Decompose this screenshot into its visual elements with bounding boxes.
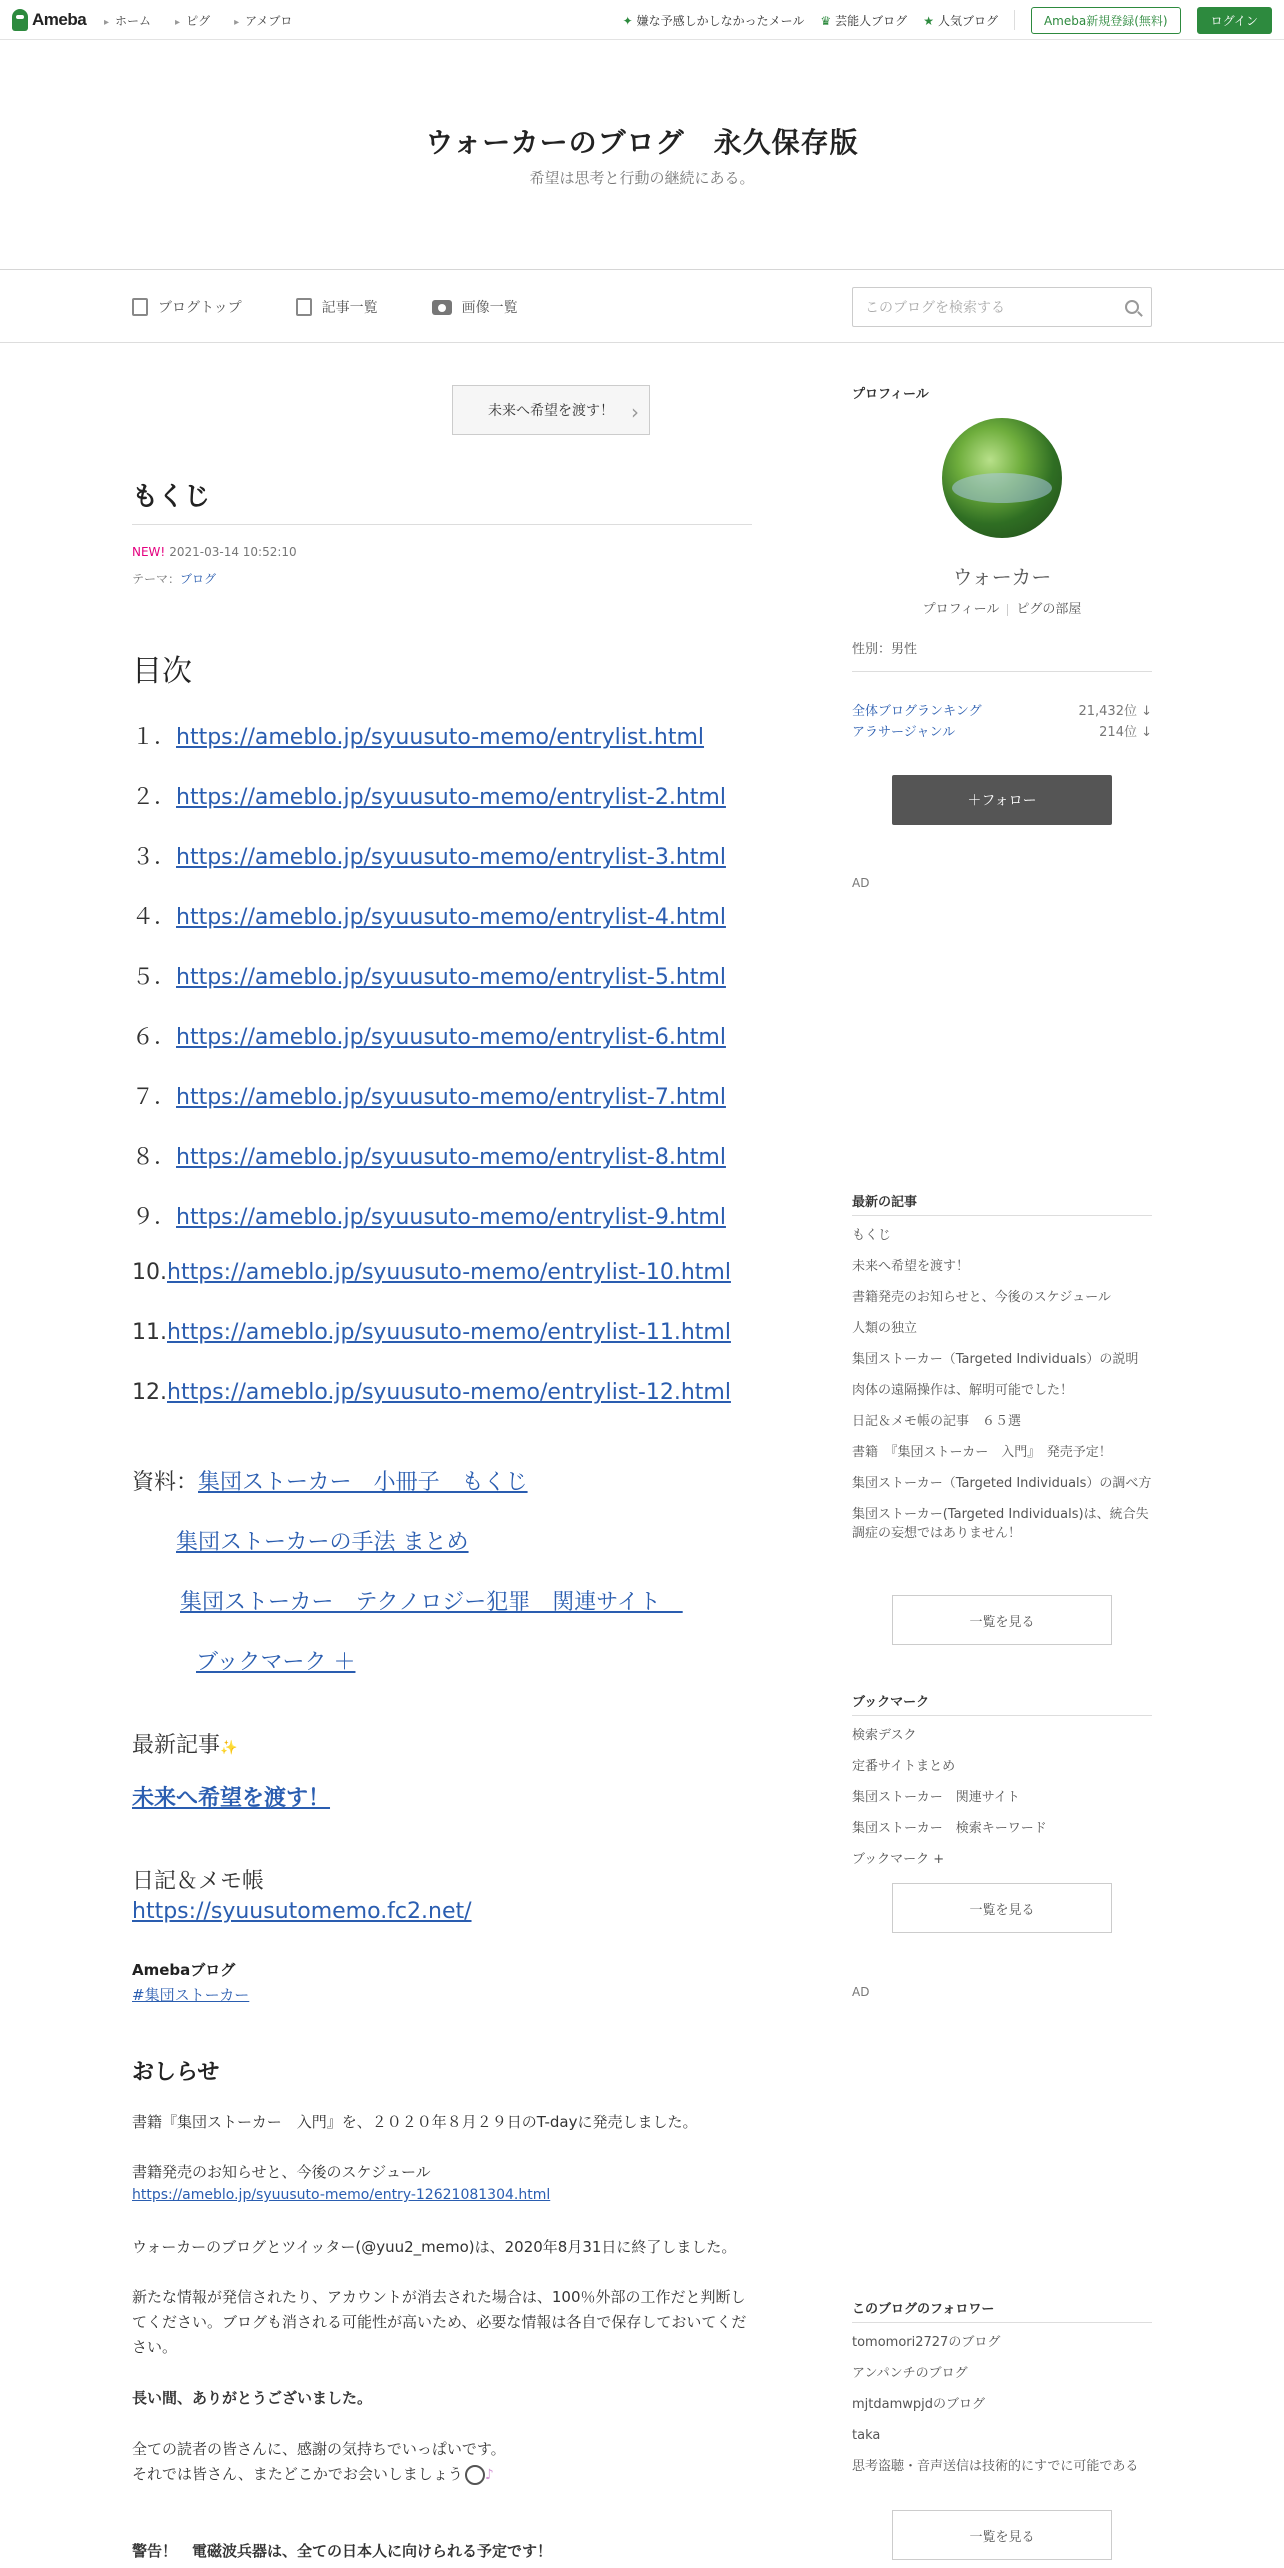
latest-entry-item[interactable]: 未来へ希望を渡す！ — [852, 1259, 970, 1274]
header-right — [623, 0, 1272, 40]
followers-list — [852, 2327, 1152, 2482]
follower-item[interactable]: tomomori2727のブログ — [852, 2335, 1001, 2350]
latest-entries-heading: 最新の記事 — [852, 1195, 918, 1210]
resource-link-booklet[interactable]: 集団ストーカー 小冊子 もくじ — [198, 1470, 528, 1495]
sparkle-icon: ♪ — [484, 2467, 494, 2483]
resource-line — [176, 1525, 469, 1556]
toc-item — [132, 1200, 726, 1231]
nav-ameblo[interactable]: ▸ アメブロ — [234, 12, 292, 29]
toc-item — [132, 840, 726, 871]
toc-number: ８． — [132, 1145, 177, 1170]
diary-link[interactable]: https://syuusutomemo.fc2.net/ — [132, 1899, 472, 1924]
follower-item[interactable]: taka — [852, 2428, 881, 2443]
ad-label: AD — [852, 876, 870, 890]
toc-link[interactable]: https://ameblo.jp/syuusuto-memo/entrylist-12.html — [167, 1380, 731, 1405]
toc-number: 11. — [132, 1320, 167, 1345]
toc-item — [132, 1320, 731, 1345]
entry-theme — [132, 570, 216, 587]
blog-subtitle: 希望は思考と行動の継続にある。 — [529, 169, 755, 187]
bookmark-heading: ブックマーク — [852, 1695, 930, 1710]
latest-entries-list — [852, 1220, 1152, 1549]
search-icon[interactable] — [1125, 300, 1139, 314]
toc-link[interactable]: https://ameblo.jp/syuusuto-memo/entrylist-4.html — [176, 905, 726, 930]
crown-icon: ♛ — [820, 13, 832, 28]
toc-link[interactable]: https://ameblo.jp/syuusuto-memo/entrylist-8.html — [176, 1145, 726, 1170]
nav-pig[interactable]: ▸ ピグ — [175, 12, 210, 29]
toc-link[interactable]: https://ameblo.jp/syuusuto-memo/entrylist-9.html — [176, 1205, 726, 1230]
latest-entry-link[interactable]: 未来へ希望を渡す！ — [132, 1786, 331, 1811]
ranking-overall-link[interactable]: 全体ブログランキング — [852, 704, 982, 719]
toc-link[interactable]: https://ameblo.jp/syuusuto-memo/entrylist-7.html — [176, 1085, 726, 1110]
toc-number: ３． — [132, 845, 177, 870]
header-divider — [1014, 10, 1015, 30]
entry-list-link[interactable] — [296, 297, 378, 317]
login-button[interactable]: ログイン — [1197, 7, 1272, 34]
follow-button[interactable]: ＋フォロー — [892, 775, 1112, 825]
theme-link[interactable]: ブログ — [180, 572, 217, 586]
latest-entry-item[interactable]: 集団ストーカー（Targeted Individuals）の調べ方 — [852, 1476, 1152, 1491]
resource-line — [132, 1465, 528, 1496]
latest-entry-item[interactable]: 人類の独立 — [852, 1321, 918, 1336]
camera-icon — [432, 300, 452, 315]
entry-date — [132, 545, 297, 559]
ad-label: AD — [852, 1985, 870, 1999]
link-popular-blog[interactable] — [923, 12, 998, 29]
ranking-genre-value: 214位 ↓ — [1099, 725, 1152, 740]
toc-link[interactable]: https://ameblo.jp/syuusuto-memo/entrylist.html — [176, 725, 705, 750]
latest-entry-item[interactable]: 集団ストーカー（Targeted Individuals）の説明 — [852, 1352, 1139, 1367]
link-mail[interactable] — [623, 12, 805, 29]
link-celebrity-blog[interactable] — [820, 12, 907, 29]
ranking-genre — [852, 721, 1152, 740]
notice-paragraph-3: ウォーカーのブログとツイッター(@yuu2_memo)は、2020年8月31日に終了しました。 — [132, 2238, 737, 2256]
followers-heading: このブログのフォロワー — [852, 2302, 995, 2317]
theme-prefix: テーマ： — [132, 572, 181, 586]
entry-title[interactable]: もくじ — [132, 482, 211, 512]
bookmark-list — [852, 1720, 1152, 1875]
notice-paragraph-1: 書籍『集団ストーカー 入門』を、２０２０年８月２９日のT-dayに発売しました。 — [132, 2113, 698, 2131]
next-entry-label: 未来へ希望を渡す！ — [488, 403, 614, 419]
ameba-logo-icon — [12, 9, 28, 31]
global-header — [0, 0, 1284, 40]
toc-item — [132, 900, 726, 931]
toc-number: 12. — [132, 1380, 167, 1405]
bookmark-item[interactable]: 検索デスク — [852, 1728, 917, 1743]
toc-link[interactable]: https://ameblo.jp/syuusuto-memo/entrylist-2.html — [176, 785, 726, 810]
latest-entry-item[interactable]: 肉体の遠隔操作は、解明可能でした！ — [852, 1383, 1074, 1398]
title-divider — [132, 524, 752, 525]
followers-divider — [852, 2322, 1152, 2323]
ranking-overall-value: 21,432位 ↓ — [1078, 704, 1152, 719]
notice-paragraph-2 — [132, 2160, 752, 2205]
ameba-blog-label: Amebaブログ — [132, 1961, 236, 1979]
profile-heading: プロフィール — [852, 387, 929, 402]
toc-item — [132, 720, 704, 751]
notice-thanks: 長い間、ありがとうございました。 — [132, 2389, 373, 2407]
schedule-text: 書籍発売のお知らせと、今後のスケジュール — [132, 2163, 431, 2181]
copy-icon — [296, 298, 312, 316]
diary-heading: 日記＆メモ帳 — [132, 1869, 265, 1894]
farewell-line — [132, 2462, 752, 2488]
bookmark-item[interactable]: 定番サイトまとめ — [852, 1759, 956, 1774]
toc-number: １． — [132, 725, 177, 750]
bookmark-divider — [852, 1715, 1152, 1716]
link-popular-label: 人気ブログ — [937, 13, 998, 28]
resource-prefix: 資料： — [132, 1470, 199, 1495]
notice-heading: おしらせ — [132, 2060, 220, 2085]
link-mail-label: 嫌な予感しかしなかったメール — [636, 13, 805, 28]
toc-link[interactable]: https://ameblo.jp/syuusuto-memo/entrylist-11.html — [167, 1320, 731, 1345]
new-badge: NEW! — [132, 545, 166, 559]
toc-number: ９． — [132, 1205, 177, 1230]
follower-item[interactable]: mjtdamwpjdのブログ — [852, 2397, 986, 2412]
bookmark-item[interactable]: ブックマーク + — [852, 1852, 945, 1867]
hashtag-line — [132, 1984, 249, 2005]
blog-top-label: ブログトップ — [158, 300, 242, 316]
document-icon — [132, 298, 148, 316]
toc-number: 10. — [132, 1260, 167, 1285]
resource-link-bookmark[interactable]: ブックマーク ＋ — [196, 1650, 356, 1675]
blog-nav — [0, 271, 1284, 343]
toc-item — [132, 1020, 726, 1051]
entry-list-label: 記事一覧 — [321, 300, 378, 316]
global-nav — [104, 0, 292, 40]
bookmark-more-button[interactable]: 一覧を見る — [892, 1883, 1112, 1933]
separator — [1007, 604, 1008, 616]
logo-text: Ameba — [32, 10, 87, 29]
sparkle-icon: ✨ — [220, 1740, 238, 1756]
image-list-link[interactable] — [432, 297, 518, 317]
blog-title[interactable]: ウォーカーのブログ 永久保存版 — [425, 126, 859, 159]
smiley-icon — [465, 2465, 485, 2485]
resource-line — [196, 1645, 355, 1676]
latest-entry-item[interactable]: 書籍 『集団ストーカー 入門』 発売予定！ — [852, 1445, 1112, 1460]
resource-link-sites[interactable]: 集団ストーカー テクノロジー犯罪 関連サイト — [180, 1590, 683, 1615]
gratitude-text: 全ての読者の皆さんに、感謝の気持ちでいっぱいです。 — [132, 2440, 506, 2458]
farewell-text: それでは皆さん、またどこかでお会いしましょう — [132, 2465, 463, 2483]
blog-header — [0, 41, 1284, 270]
image-list-label: 画像一覧 — [461, 300, 518, 316]
profile-link[interactable]: プロフィール — [922, 602, 1000, 617]
toc-item — [132, 1260, 731, 1285]
follower-item[interactable]: アンパンチのブログ — [852, 2366, 968, 2381]
latest-more-button[interactable]: 一覧を見る — [892, 1595, 1112, 1645]
toc-heading: 目次 — [132, 654, 192, 689]
search-placeholder: このブログを検索する — [865, 300, 1005, 316]
toc-item — [132, 1140, 726, 1171]
latest-entry-item[interactable]: 書籍発売のお知らせと、今後のスケジュール — [852, 1290, 1111, 1305]
diamond-icon: ✦ — [622, 13, 633, 28]
schedule-link[interactable]: https://ameblo.jp/syuusuto-memo/entry-12621081304.html — [132, 2187, 551, 2203]
toc-number: ４． — [132, 905, 177, 930]
chevron-right-icon: › — [631, 400, 639, 424]
toc-number: ２． — [132, 785, 177, 810]
latest-entry-item[interactable]: もくじ — [852, 1228, 892, 1243]
toc-item — [132, 780, 726, 811]
blog-search-input[interactable] — [852, 287, 1152, 327]
latest-entry-item[interactable]: 日記＆メモ帳の記事 ６５選 — [852, 1414, 1022, 1429]
star-icon: ★ — [923, 13, 934, 28]
nav-home[interactable]: ▸ ホーム — [104, 12, 151, 29]
avatar[interactable] — [942, 418, 1062, 538]
followers-more-button[interactable]: 一覧を見る — [892, 2510, 1112, 2560]
bookmark-item[interactable]: 集団ストーカー 検索キーワード — [852, 1821, 1047, 1836]
hashtag-link[interactable]: #集団ストーカー — [132, 1986, 250, 2004]
next-entry-button[interactable] — [452, 385, 650, 435]
toc-item — [132, 960, 726, 991]
profile-divider — [852, 671, 1152, 672]
notice-paragraph-6 — [132, 2437, 752, 2488]
toc-number: ７． — [132, 1085, 177, 1110]
toc-link[interactable]: https://ameblo.jp/syuusuto-memo/entrylist-3.html — [176, 845, 726, 870]
register-button[interactable]: Ameba新規登録(無料) — [1031, 7, 1181, 34]
ranking-overall — [852, 700, 1152, 719]
ameba-logo[interactable] — [12, 9, 86, 31]
resource-link-methods[interactable]: 集団ストーカーの手法 まとめ — [176, 1530, 469, 1555]
entry-datetime: 2021-03-14 10:52:10 — [169, 545, 297, 559]
ranking-genre-link[interactable]: アラサージャンル — [852, 725, 956, 740]
profile-name[interactable]: ウォーカー — [952, 565, 1052, 589]
resource-line — [180, 1585, 683, 1616]
blog-top-link[interactable] — [132, 297, 242, 317]
latest-heading-line — [132, 1728, 237, 1759]
toc-item — [132, 1380, 731, 1405]
toc-number: ６． — [132, 1025, 177, 1050]
latest-divider — [852, 1215, 1152, 1216]
toc-link[interactable]: https://ameblo.jp/syuusuto-memo/entrylist-5.html — [176, 965, 726, 990]
toc-number: ５． — [132, 965, 177, 990]
diary-link-line — [132, 1899, 472, 1924]
pig-room-link[interactable]: ピグの部屋 — [1016, 602, 1082, 617]
profile-gender: 性別：男性 — [852, 642, 918, 657]
warning-text: 警告！ 電磁波兵器は、全ての日本人に向けられる予定です！ — [132, 2542, 553, 2560]
toc-item — [132, 1080, 726, 1111]
profile-links — [852, 598, 1152, 617]
toc-link[interactable]: https://ameblo.jp/syuusuto-memo/entrylist-10.html — [167, 1260, 731, 1285]
latest-heading: 最新記事 — [132, 1733, 221, 1758]
latest-entry-item[interactable]: 集団ストーカー(Targeted Individuals)は、統合失調症の妄想ではありません！ — [852, 1507, 1149, 1541]
latest-link-line — [132, 1781, 330, 1812]
toc-link[interactable]: https://ameblo.jp/syuusuto-memo/entrylist-6.html — [176, 1025, 726, 1050]
bookmark-item[interactable]: 集団ストーカー 関連サイト — [852, 1790, 1020, 1805]
link-celebrity-label: 芸能人ブログ — [835, 13, 908, 28]
follower-item[interactable]: 思考盗聴・音声送信は技術的にすでに可能である — [852, 2459, 1139, 2474]
notice-paragraph-4: 新たな情報が発信されたり、アカウントが消去された場合は、100％外部の工作だと判断してください。ブログも消される可能性が高いため、必要な情報は各自で保存しておいてください。 — [132, 2288, 747, 2356]
